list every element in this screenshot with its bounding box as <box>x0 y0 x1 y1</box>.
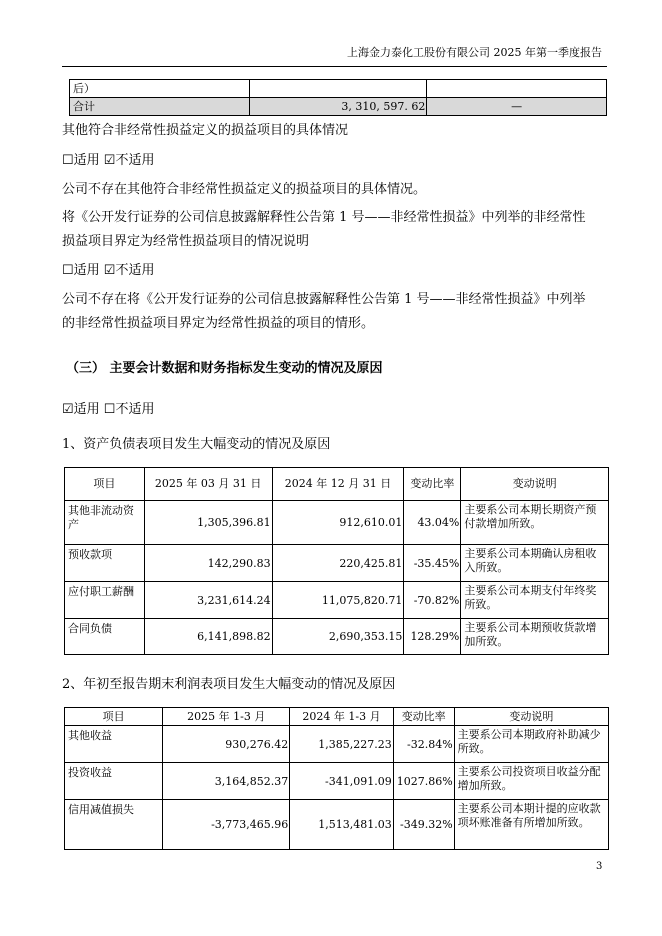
paragraph: 的非经常性损益项目界定为经常性损益的项目的情形。 <box>62 316 375 331</box>
table-row <box>65 545 609 582</box>
table-row <box>65 619 609 655</box>
column-header: 变动说明 <box>461 468 609 501</box>
value-cell: 11,075,820.71 <box>272 582 404 619</box>
column-header: 2025 年 1-3 月 <box>163 708 290 726</box>
rate-cell: -70.82% <box>404 582 461 619</box>
rate-cell: 128.29% <box>404 619 461 655</box>
row-value <box>249 80 427 98</box>
value-cell: 2,690,353.15 <box>272 619 404 655</box>
header-rule <box>62 66 607 67</box>
total-row <box>70 98 607 116</box>
subsection-title: 2、年初至报告期末利润表项目发生大幅变动的情况及原因 <box>62 677 396 692</box>
table-row <box>65 582 609 619</box>
value-cell: 6,141,898.82 <box>144 619 272 655</box>
column-header: 变动比率 <box>393 708 454 726</box>
rate-cell: 43.04% <box>404 501 461 545</box>
column-header: 2025 年 03 月 31 日 <box>144 468 272 501</box>
table-row <box>65 763 609 800</box>
column-header: 变动比率 <box>404 468 461 501</box>
note-cell: 主要系公司投资项目收益分配增加所致。 <box>454 763 608 800</box>
item-cell: 预收款项 <box>65 545 145 582</box>
note-cell: 主要系公司本期政府补助减少所致。 <box>454 726 608 763</box>
total-value: 3, 310, 597. 62 <box>249 98 427 116</box>
table-row <box>65 800 609 850</box>
item-cell: 其他非流动资产 <box>65 501 145 545</box>
note-cell: 主要系公司本期确认房租收入所致。 <box>461 545 609 582</box>
subsection-title: 1、资产负债表项目发生大幅变动的情况及原因 <box>62 437 331 452</box>
total-label: 合计 <box>70 98 250 116</box>
rate-cell: -35.45% <box>404 545 461 582</box>
value-cell: -3,773,465.96 <box>163 800 290 850</box>
value-cell: 3,231,614.24 <box>144 582 272 619</box>
income-statement-changes-table <box>64 707 609 850</box>
table-header-row <box>65 468 609 501</box>
applicability-checkbox-line: ☑适用 ☐不适用 <box>62 402 155 417</box>
rate-cell: 1027.86% <box>393 763 454 800</box>
nonrecurring-summary-table <box>69 79 607 116</box>
paragraph: 其他符合非经常性损益定义的损益项目的具体情况 <box>62 123 349 138</box>
table-row <box>65 501 609 545</box>
item-cell: 信用减值损失 <box>65 800 163 850</box>
value-cell: 1,385,227.23 <box>290 726 393 763</box>
column-header: 变动说明 <box>454 708 608 726</box>
paragraph: 将《公开发行证券的公司信息披露解释性公告第 1 号——非经常性损益》中列举的非经常性 <box>62 210 586 225</box>
item-cell: 其他收益 <box>65 726 163 763</box>
rate-cell: -32.84% <box>393 726 454 763</box>
value-cell: 912,610.01 <box>272 501 404 545</box>
section-title: （三） 主要会计数据和财务指标发生变动的情况及原因 <box>66 361 383 376</box>
balance-sheet-changes-table <box>64 467 609 655</box>
table-row <box>65 726 609 763</box>
applicability-checkbox-line: ☐适用 ☑不适用 <box>62 153 155 168</box>
column-header: 项目 <box>65 468 145 501</box>
item-cell: 应付职工薪酬 <box>65 582 145 619</box>
report-header: 上海金力泰化工股份有限公司 2025 年第一季度报告 <box>347 46 602 59</box>
row-label: 后） <box>70 80 250 98</box>
rate-cell: -349.32% <box>393 800 454 850</box>
value-cell: -341,091.09 <box>290 763 393 800</box>
table-header-row <box>65 708 609 726</box>
page-number: 3 <box>596 861 603 872</box>
value-cell: 220,425.81 <box>272 545 404 582</box>
value-cell: 142,290.83 <box>144 545 272 582</box>
paragraph: 损益项目界定为经常性损益项目的情况说明 <box>62 234 310 249</box>
note-cell: 主要系公司本期长期资产预付款增加所致。 <box>461 501 609 545</box>
applicability-checkbox-line: ☐适用 ☑不适用 <box>62 263 155 278</box>
table-row <box>70 80 607 98</box>
item-cell: 投资收益 <box>65 763 163 800</box>
value-cell: 930,276.42 <box>163 726 290 763</box>
paragraph: 公司不存在将《公开发行证券的公司信息披露解释性公告第 1 号——非经常性损益》中列举 <box>62 292 586 307</box>
note-cell: 主要系公司本期预收货款增加所致。 <box>461 619 609 655</box>
column-header: 2024 年 12 月 31 日 <box>272 468 404 501</box>
value-cell: 3,164,852.37 <box>163 763 290 800</box>
value-cell: 1,513,481.03 <box>290 800 393 850</box>
item-cell: 合同负债 <box>65 619 145 655</box>
note-cell: 主要系公司本期计提的应收款项坏账准备有所增加所致。 <box>454 800 608 850</box>
note-cell: 主要系公司本期支付年终奖所致。 <box>461 582 609 619</box>
value-cell: 1,305,396.81 <box>144 501 272 545</box>
total-note: — <box>427 98 607 116</box>
paragraph: 公司不存在其他符合非经常性损益定义的损益项目的具体情况。 <box>62 182 427 197</box>
row-note <box>427 80 607 98</box>
column-header: 2024 年 1-3 月 <box>290 708 393 726</box>
column-header: 项目 <box>65 708 163 726</box>
